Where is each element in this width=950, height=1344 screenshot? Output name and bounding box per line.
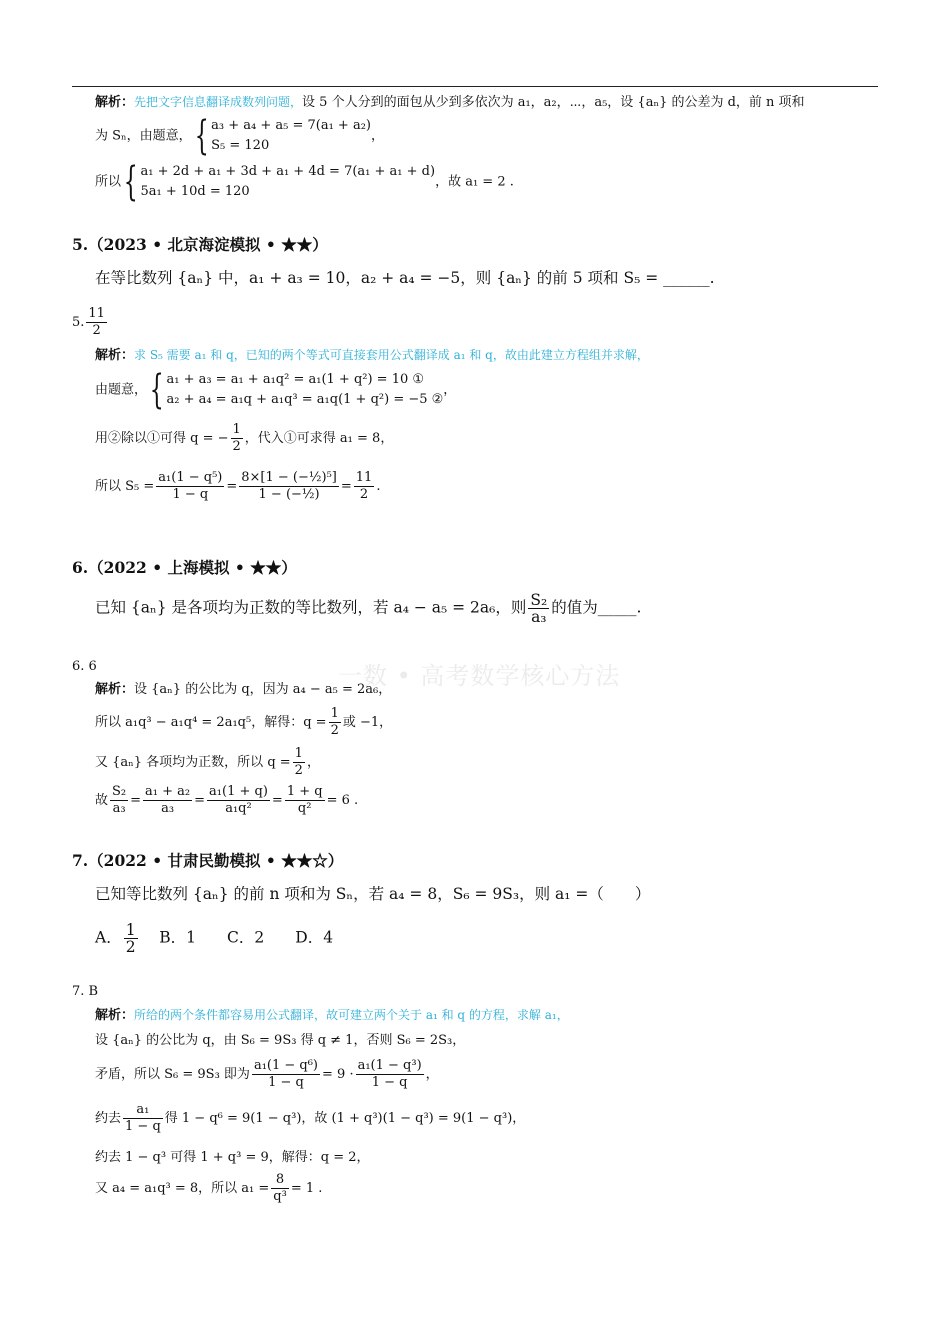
option-a-label: A．: [95, 928, 122, 947]
question-7-header: 7.（2022 • 甘肃民勤模拟 • ★★☆）: [72, 851, 344, 870]
fraction: $\frac{\text{8×[1 − (−½)⁵]}}{\text{1 − (−½)}}$: [241, 470, 337, 502]
fraction: $\frac{11}{2}$: [88, 306, 105, 338]
watermark: 一数 • 高考数学核心方法: [338, 662, 621, 690]
fraction: $\frac{\text{S₂}}{\text{a₃}}$: [530, 591, 548, 626]
fraction: $\frac{1}{2}$: [232, 422, 241, 454]
solution-label: 解析：: [95, 348, 135, 363]
solution-6-line4: 故 $\frac{\text{S₂}}{\text{a₃}}$ = $\frac{\text{a₁ + a₂}}{\text{a₃}}$ = $\frac{\text{a₁(1 + q)}}{\text{a₁q²}}$ = $\frac{1 + q}{\text{q²}}$ = 6 .: [95, 784, 359, 816]
question-6-text: 已知 {aₙ} 是各项均为正数的等比数列，若 a₄ − a₅ = 2a₆，则 $\frac{\text{S₂}}{\text{a₃}}$ 的值为_____.: [95, 591, 642, 626]
prev-solution-line2: 为 Sₙ，由题意，{ a₃ + a₄ + a₅ = 7(a₁ + a₂) S₅ = 120 ，: [95, 113, 384, 159]
header-rule: [72, 86, 878, 87]
solution-label: 解析：: [95, 95, 135, 110]
solution-label: 解析：: [95, 1008, 135, 1023]
solution-5-line3: 所以 S₅ = $\frac{\text{a₁(1 − q⁵)}}{1 - q}$ = $\frac{\text{8×[1 − (−½)⁵]}}{\text{1 − (−½)}}$ = $\frac{11}{2}$ .: [95, 470, 381, 502]
solution-7-line5: 又 a₄ = a₁q³ = 8，所以 a₁ = $\frac{8}{\text{q³}}$ = 1 .: [95, 1172, 323, 1204]
fraction: $\frac{1}{2}$: [330, 706, 339, 738]
equation-system: a₁ + a₃ = a₁ + a₁q² = a₁(1 + q²) = 10 ① a₂ + a₄ = a₁q + a₁q³ = a₁q(1 + q²) = −5 ②: [166, 372, 444, 407]
solution-7-line4: 约去 1 − q³ 可得 1 + q³ = 9，解得：q = 2，: [95, 1150, 370, 1165]
solution-7-line2: 矛盾，所以 S₆ = 9S₃ 即为 $\frac{\text{a₁(1 − q⁶)}}{1 - q}$ = 9 · $\frac{\text{a₁(1 − q³)}}{1 - q}$ ，: [95, 1058, 439, 1090]
prev-solution-line1: 解析：先把文字信息翻译成数列问题，设 5 个人分到的面包从少到多依次为 a₁，a₂，⋯，a₅，设 {aₙ} 的公差为 d，前 n 项和: [95, 95, 805, 110]
question-5-text: 在等比数列 {aₙ} 中，a₁ + a₃ = 10，a₂ + a₄ = −5，则 {aₙ} 的前 5 项和 S₅ = ______.: [95, 269, 715, 287]
fraction: $\frac{\text{a₁(1 − q⁶)}}{1 - q}$: [253, 1058, 319, 1090]
fraction: $\frac{\text{S₂}}{\text{a₃}}$: [112, 784, 127, 816]
fraction: $\frac{\text{a₁(1 + q)}}{\text{a₁q²}}$: [209, 784, 268, 816]
solution-7-line1: 设 {aₙ} 的公比为 q，由 S₆ = 9S₃ 得 q ≠ 1，否则 S₆ = 2S₃，: [95, 1033, 466, 1048]
solution-6-line3: 又 {aₙ} 各项均为正数，所以 q = $\frac{1}{2}$ ，: [95, 746, 320, 778]
answer-6: 6. 6: [72, 659, 97, 674]
fraction: $\frac{11}{2}$: [355, 470, 373, 502]
solution-7-line3: 约去 $\frac{\text{a₁}}{1 - q}$ 得 1 − q⁶ = 9(1 − q³)，故 (1 + q³)(1 − q³) = 9(1 − q³)，: [95, 1102, 526, 1134]
solution-5-line1: 由题意，{ a₁ + a₃ = a₁ + a₁q² = a₁(1 + q²) = 10 ① a₂ + a₄ = a₁q + a₁q³ = a₁q(1 + q²) = −5 ② ，: [95, 367, 457, 413]
question-7-options: [95, 922, 333, 955]
options-b-c-d: B．1 C．2 D．4: [159, 928, 334, 947]
equation-system: a₁ + 2d + a₁ + 3d + a₁ + 4d = 7(a₁ + a₁ + d) 5a₁ + 10d = 120: [140, 164, 436, 199]
fraction: $\frac{1}{2}$: [294, 746, 303, 778]
option-a-value: $\frac{1}{2}$: [125, 921, 136, 956]
solution-hint: 所给的两个条件都容易用公式翻译，故可建立两个关于 a₁ 和 q 的方程，求解 a₁，: [134, 1008, 569, 1022]
answer-7: 7. B: [72, 984, 99, 999]
question-6-header: 6.（2022 • 上海模拟 • ★★）: [72, 558, 297, 577]
solution-6-line2: 所以 a₁q³ − a₁q⁴ = 2a₁q⁵，解得：q = $\frac{1}{2}$ 或 −1，: [95, 706, 393, 738]
fraction: $\frac{\text{a₁ + a₂}}{\text{a₃}}$: [145, 784, 191, 816]
solution-5-line2: 用②除以①可得 q = − $\frac{1}{2}$ ，代入①可求得 a₁ = 8，: [95, 422, 394, 454]
solution-5-hint-line: [95, 346, 649, 365]
fraction: $\frac{\text{a₁(1 − q³)}}{1 - q}$: [357, 1058, 422, 1090]
answer-5: 5. $\frac{11}{2}$: [72, 306, 105, 338]
fraction: $\frac{1 + q}{\text{q²}}$: [286, 784, 323, 816]
question-7-text: 已知等比数列 {aₙ} 的前 n 项和为 Sₙ，若 a₄ = 8，S₆ = 9S₃，则 a₁ =（ ）: [95, 885, 651, 903]
solution-7-hint-line: [95, 1006, 569, 1025]
question-5-header: 5.（2023 • 北京海淀模拟 • ★★）: [72, 235, 328, 254]
fraction: $\frac{\text{a₁(1 − q⁵)}}{1 - q}$: [158, 470, 223, 502]
fraction: $\frac{\text{a₁}}{1 - q}$: [125, 1102, 161, 1134]
solution-hint: 先把文字信息翻译成数列问题，: [134, 95, 303, 109]
fraction: $\frac{8}{\text{q³}}$: [273, 1172, 287, 1204]
solution-6-line1: 解析：设 {aₙ} 的公比为 q，因为 a₄ − a₅ = 2a₆，: [95, 682, 392, 697]
solution-label: 解析：: [95, 682, 135, 697]
prev-solution-line3: 所以{ a₁ + 2d + a₁ + 3d + a₁ + 4d = 7(a₁ + a₁ + d) 5a₁ + 10d = 120 ，故 a₁ = 2 .: [95, 159, 514, 205]
equation-system: a₃ + a₄ + a₅ = 7(a₁ + a₂) S₅ = 120: [211, 118, 371, 153]
solution-hint: 求 S₅ 需要 a₁ 和 q，已知的两个等式可直接套用公式翻译成 a₁ 和 q，故由此建立方程组并求解，: [134, 348, 649, 362]
